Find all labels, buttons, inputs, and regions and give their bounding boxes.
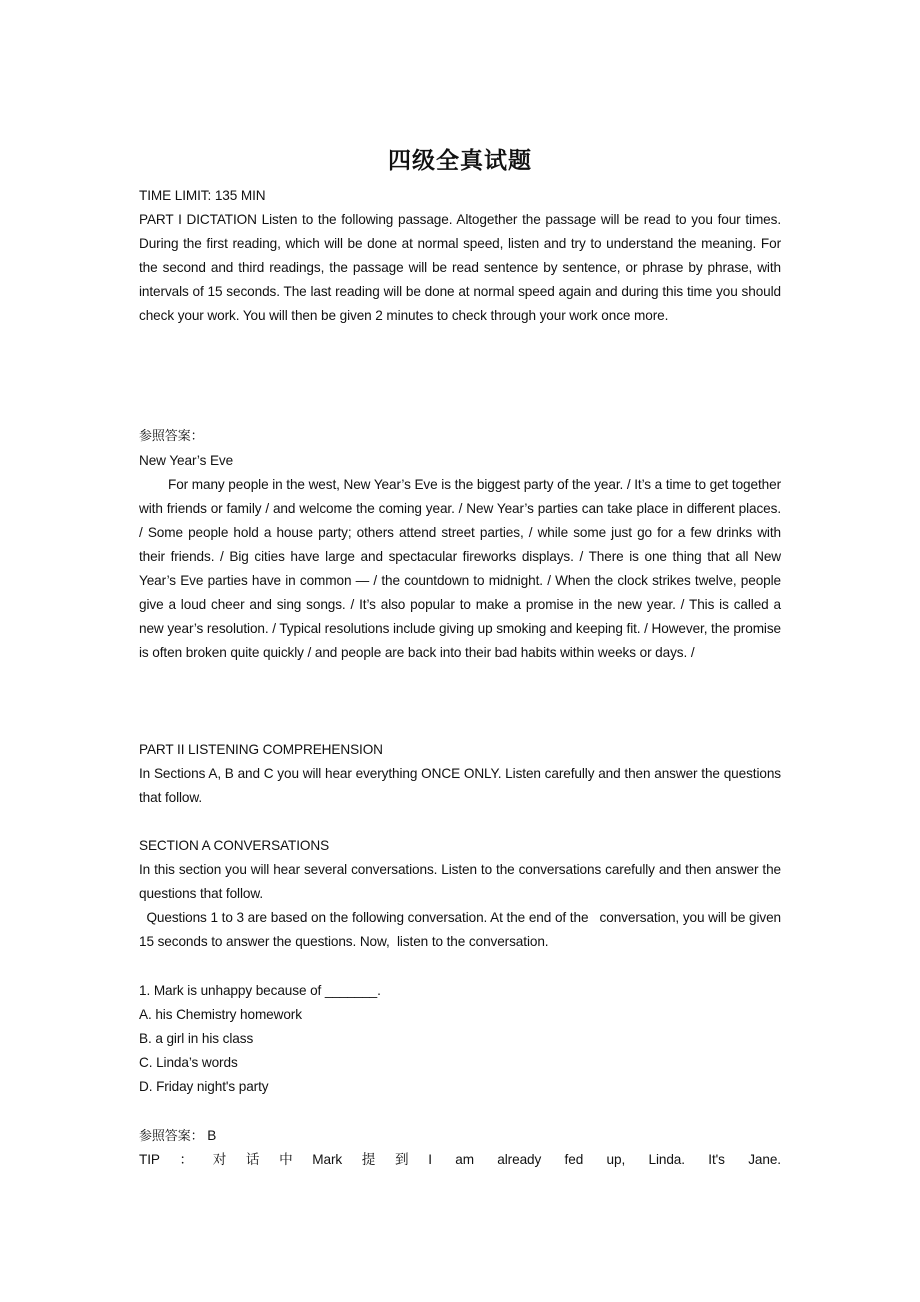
part2-instructions: In Sections A, B and C you will hear everything ONCE ONLY. Listen carefully and then answer the questions that follow. [139,766,781,805]
section-a-heading: SECTION A CONVERSATIONS [139,838,330,853]
option-d: D. Friday night's party [139,1079,269,1094]
passage-text: For many people in the west, New Year’s Eve is the biggest party of the year. / It’s a time to get together with friends or family / and welcome the coming year. / New Year’s parties can take place in different places. / Some people hold a house party; others attend street parties, / while some just go for a few drinks with their friends. / Big cities have large and spectacular fireworks displays. / There is one thing that all New Year’s Eve parties have in common — / the countdown to midnight. / When the clock strikes twelve, people give a loud cheer and sing songs. / It’s also popular to make a promise in the new year. / This is called a new year’s resolution. / Typical resolutions include giving up smoking and keeping fit. / However, the promise is often broken quite quickly / and people are back into their bad habits within weeks or days. / [139,477,781,660]
passage-title: New Year’s Eve [139,453,234,468]
answer-label: 参照答案： [139,429,204,444]
question-1-stem: 1. Mark is unhappy because of _______. [139,983,381,998]
option-c: C. Linda’s words [139,1055,238,1070]
part1-instructions: PART I DICTATION Listen to the following passage. Altogether the passage will be read to you four times. During the first reading, which will be done at normal speed, listen and try to understand the meaning. For the second and third readings, the passage will be read sentence by sentence, or phrase by phrase, with intervals of 15 seconds. The last reading will be done at normal speed again and during this time you should check your work. You will then be given 2 minutes to check through your work once more. [139,212,781,323]
part2-heading: PART II LISTENING COMPREHENSION [139,742,383,757]
question-1-tip: TIP：对话中Mark提到I am already fed up, Linda. It's Jane. [139,1152,781,1167]
section-a-intro: Questions 1 to 3 are based on the following conversation. At the end of the conversation, you will be given 15 seconds to answer the questions. Now, listen to the conversation. [139,910,785,949]
answer-value: B [203,1128,217,1143]
option-b: B. a girl in his class [139,1031,254,1046]
time-limit: TIME LIMIT: 135 MIN [139,188,266,203]
section-a-instructions: In this section you will hear several conversations. Listen to the conversations carefully and then answer the questions that follow. [139,862,781,901]
option-a: A. his Chemistry homework [139,1007,302,1022]
answer-label: 参照答案： [139,1129,204,1144]
question-1-answer [139,1124,781,1149]
document-title: 四级全真试题 [388,148,532,174]
